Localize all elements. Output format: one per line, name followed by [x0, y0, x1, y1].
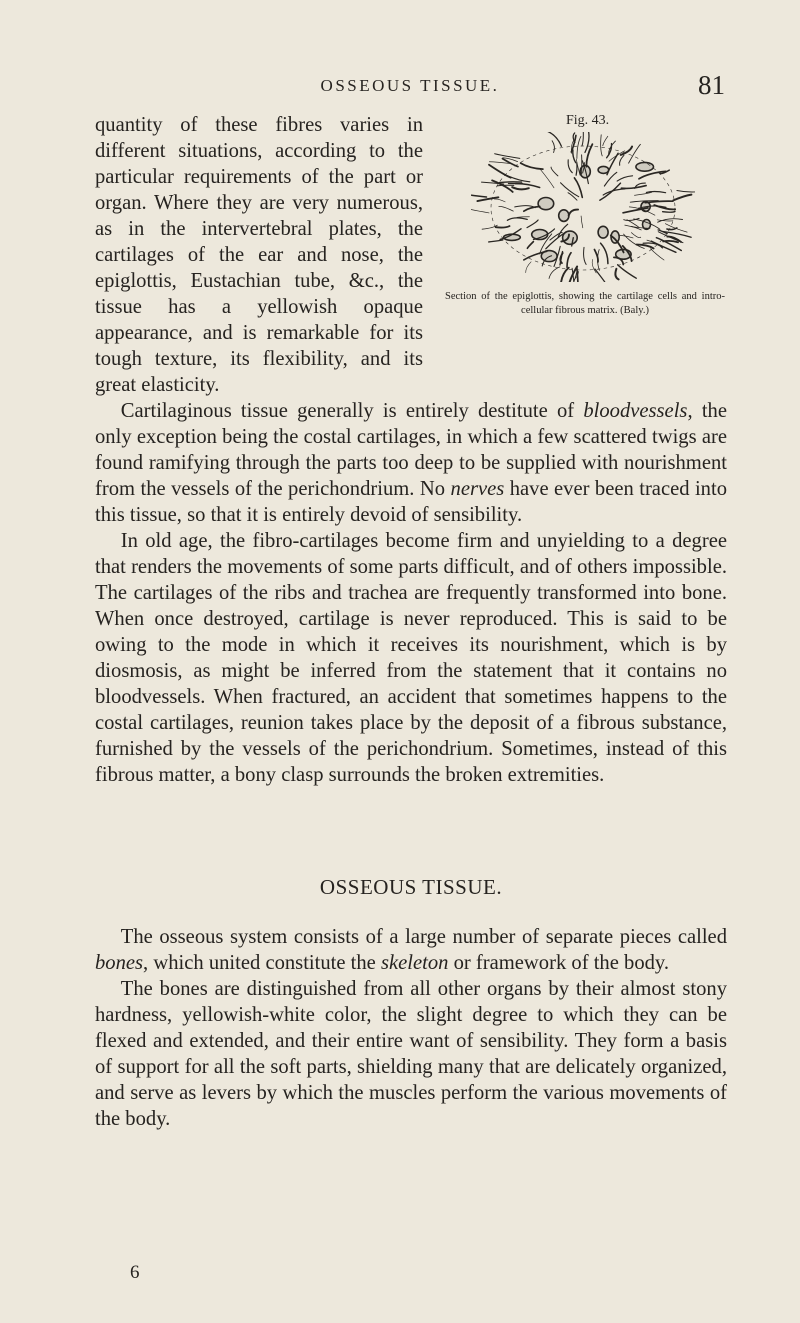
signature-mark: 6	[130, 1262, 140, 1283]
fibre-stroke	[621, 186, 646, 189]
figure-caption: Section of the epiglottis, showing the cartilage cells and intro-cellular fibrous matrix. (Baly.)	[445, 291, 725, 316]
fibre-stroke	[663, 212, 675, 213]
cartilage-cell	[532, 230, 548, 240]
figure-label: Fig. 43.	[566, 113, 610, 128]
fibre-stroke	[618, 265, 637, 279]
fibre-stroke	[585, 132, 589, 152]
text-run: The osseous system consists of a large number of separate pieces called	[120, 926, 727, 948]
section-title: OSSEOUS TISSUE.	[319, 875, 503, 899]
fibre-stroke	[603, 136, 608, 145]
cartilage-cell	[641, 202, 650, 212]
cartilage-cell	[636, 162, 654, 171]
paragraph	[95, 398, 727, 528]
fibre-stroke	[673, 195, 691, 201]
fibre-stroke	[541, 170, 554, 188]
cartilage-cell	[616, 249, 631, 259]
fibre-stroke	[677, 191, 695, 193]
fibre-stroke	[496, 226, 510, 227]
fibre-stroke	[500, 182, 522, 183]
text-run: , which united constitute the	[143, 952, 381, 974]
fibre-stroke	[561, 268, 569, 282]
fibre-stroke	[521, 163, 543, 169]
fibre-stroke	[577, 136, 581, 158]
cartilage-cell	[504, 234, 521, 240]
fibre-stroke	[582, 132, 583, 146]
fibre-stroke	[621, 147, 632, 155]
fibre-stroke	[504, 174, 530, 182]
cartilage-cell	[563, 231, 578, 244]
fibre-stroke	[577, 267, 578, 282]
fibre-stroke	[507, 218, 527, 220]
fibre-stroke	[658, 219, 683, 223]
epiglottis-section-illustration	[471, 132, 695, 282]
fibre-stroke	[615, 269, 618, 280]
fibre-stroke	[595, 269, 605, 282]
fibre-stroke	[568, 193, 577, 201]
cartilage-cell	[559, 210, 569, 222]
cartilage-cell	[538, 198, 554, 210]
fibre-stroke	[629, 144, 641, 163]
fibre-stroke	[617, 176, 633, 181]
fibre-stroke	[631, 233, 640, 238]
fibre-stroke	[635, 192, 652, 195]
fibre-stroke	[573, 150, 576, 163]
cartilage-cell	[541, 251, 557, 262]
fibre-stroke	[552, 141, 554, 153]
fibre-stroke	[495, 154, 520, 159]
running-head: OSSEOUS TISSUE.	[320, 76, 500, 95]
fibre-stroke	[524, 207, 540, 212]
fibre-stroke	[527, 242, 533, 249]
fibre-stroke	[517, 217, 529, 218]
fibre-stroke	[499, 206, 514, 211]
italic-term: bones	[95, 952, 144, 974]
fibre-stroke	[651, 249, 664, 260]
cartilage-cell	[598, 226, 608, 238]
text-run: The bones are distinguished from all other organs by their almost stony hardness, yellowish-white color, the slight degree to which they can be flexed and extended, and their entire want of sensibility. They form a basis of support for all the soft parts, shielding many that are delicately organized, and serve as levers by which the muscles perform the various movements of the body.	[95, 978, 727, 1130]
fibre-stroke	[667, 228, 677, 230]
fibre-stroke	[646, 191, 665, 192]
fibre-stroke	[512, 187, 529, 189]
cartilage-cell	[611, 231, 619, 243]
fibre-stroke	[568, 267, 577, 283]
fibre-stroke	[584, 247, 587, 264]
fibre-stroke	[551, 167, 558, 176]
paragraph	[95, 924, 727, 976]
fibre-stroke	[620, 155, 624, 165]
fibre-stroke	[639, 171, 666, 178]
text-run: quantity of these fibres varies in different situations, according to the particular requirements of the part or organ. Where they are very numerous, as in the intervertebral plates, the cartilages of the ear and nose, the epiglottis, Eustachian tube, &c., the tissue has a yellowish opaque appearance, and is remarkable for its tough texture, its flexibility, and its great elasticity.	[95, 114, 423, 396]
figure-43	[437, 112, 727, 360]
fibre-stroke	[497, 185, 514, 186]
fibre-stroke	[527, 220, 538, 228]
italic-term: nerves	[450, 478, 505, 500]
text-run: , the only exception being the costal cartilages, in which a few scattered twigs are found ramifying through the parts too deep to be supplied with nourishment from the vessels of the perichondrium. No	[95, 400, 727, 500]
fibre-stroke	[576, 163, 577, 175]
fibre-stroke	[494, 199, 505, 202]
fibre-stroke	[604, 172, 616, 186]
cartilage-cell	[643, 220, 651, 230]
fibre-stroke	[624, 218, 639, 220]
italic-term: bloodvessels	[583, 400, 688, 422]
text-run: Cartilaginous tissue generally is entirely destitute of	[120, 400, 584, 422]
body-text	[95, 112, 727, 1132]
fibre-stroke	[569, 210, 579, 216]
fibre-stroke	[601, 243, 608, 263]
fibre-stroke	[472, 195, 487, 197]
text-run: have ever been traced into this tissue, so that it is entirely devoid of sensibility.	[95, 478, 727, 526]
page-number: 81	[698, 70, 725, 100]
page-header	[95, 70, 725, 104]
italic-term: skeleton	[380, 952, 449, 974]
fibre-stroke	[471, 208, 489, 213]
fibre-stroke	[568, 160, 572, 173]
paragraph	[95, 976, 727, 1132]
fibre-stroke	[561, 183, 579, 197]
fibre-stroke	[567, 253, 571, 268]
fibre-stroke	[581, 216, 583, 228]
paragraph	[95, 528, 727, 788]
cartilage-cell	[598, 166, 609, 173]
text-run: or framework of the body.	[448, 952, 670, 974]
cartilage-cell	[580, 165, 590, 177]
text-run: In old age, the fibro-cartilages become firm and unyielding to a degree that renders the movements of some parts difficult, and of others impossible. The cartilages of the ribs and trachea are frequently transformed into bone. When once destroyed, cartilage is never reproduced. This is said to be owing to the mode in which it receives its nourishment, which is by diosmosis, as might be inferred from the statement that it contains no bloodvessels. When fractured, an accident that sometimes happens to the costal cartilages, reunion takes place by the deposit of a fibrous substance, furnished by the vessels of the perichondrium. Sometimes, instead of this fibrous matter, a bony clasp surrounds the broken extremities.	[95, 530, 727, 786]
fibre-stroke	[526, 262, 531, 273]
fibre-stroke	[549, 267, 560, 279]
fibre-stroke	[601, 135, 603, 156]
fibre-stroke	[489, 240, 503, 242]
